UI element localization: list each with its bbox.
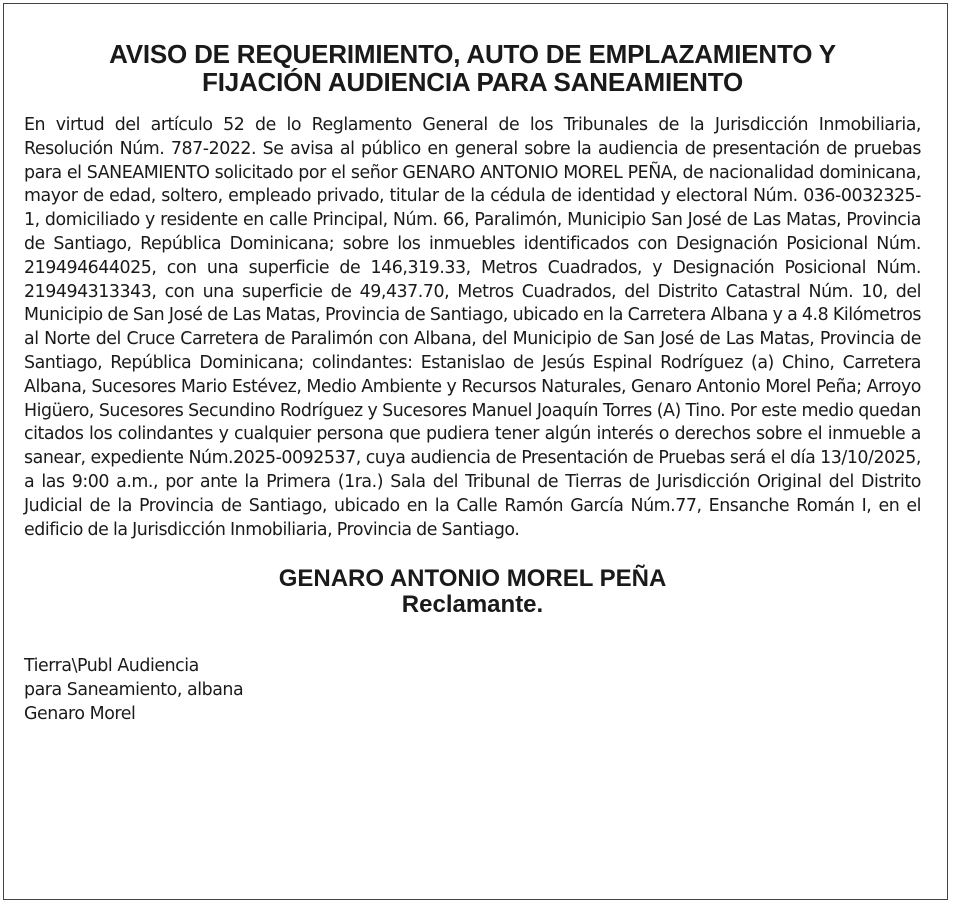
- reference-block: [24, 654, 921, 726]
- legal-notice: [24, 40, 921, 726]
- notice-title-line-2: FIJACIÓN AUDIENCIA PARA SANEAMIENTO: [202, 67, 743, 97]
- reference-line-1: Tierra\Publ Audiencia: [24, 656, 199, 677]
- signature-name: GENARO ANTONIO MOREL PEÑA: [278, 565, 667, 593]
- reference-line-3: Genaro Morel: [24, 704, 136, 725]
- signature-role: Reclamante.: [401, 591, 544, 619]
- signature-block: [24, 566, 921, 618]
- reference-line-2: para Saneamiento, albana: [24, 680, 244, 701]
- notice-title-line-1: AVISO DE REQUERIMIENTO, AUTO DE EMPLAZAMIENTO Y: [109, 39, 836, 69]
- notice-body: En virtud del artículo 52 de lo Reglamento General de los Tribunales de la Jurisdicción Inmobiliaria, Resolución Núm. 787-2022. Se avisa al público en general sobre la audiencia de presentación de pruebas para el SANEAMIENTO solicitado por el señor GENARO ANTONIO MOREL PEÑA, de nacionalidad dominicana, mayor de edad, soltero, empleado privado, titular de la cédula de identidad y electoral Núm. 036-0032325-1, domiciliado y residente en calle Principal, Núm. 66, Paralimón, Municipio San José de Las Matas, Provincia de Santiago, República Dominicana; sobre los inmuebles identificados con Designación Posicional Núm. 219494644025, con una superficie de 146,319.33, Metros Cuadrados, y Designación Posicional Núm. 219494313343, con una superficie de 49,437.70, Metros Cuadrados, del Distrito Catastral Núm. 10, del Municipio de San José de Las Matas, Provincia de Santiago, ubicado en la Carretera Albana y a 4.8 Kilómetros al Norte del Cruce Carretera de Paralimón con Albana, del Municipio de San José de Las Matas, Provincia de Santiago, República Dominicana; colindantes: Estanislao de Jesús Espinal Rodríguez (a) Chino, Carretera Albana, Sucesores Mario Estévez, Medio Ambiente y Recursos Naturales, Genaro Antonio Morel Peña; Arroyo Higüero, Sucesores Secundino Rodríguez y Sucesores Manuel Joaquín Torres (A) Tino. Por este medio quedan citados los colindantes y cualquier persona que pudiera tener algún interés o derechos sobre el inmueble a sanear, expediente Núm.2025-0092537, cuya audiencia de Presentación de Pruebas será el día 13/10/2025, a las 9:00 a.m., por ante la Primera (1ra.) Sala del Tribunal de Tierras de Jurisdicción Original del Distrito Judicial de la Provincia de Santiago, ubicado en la Calle Ramón García Núm.77, Ensanche Román I, en el edificio de la Jurisdicción Inmobiliaria, Provincia de Santiago.: [24, 115, 921, 540]
- notice-title: [24, 40, 921, 96]
